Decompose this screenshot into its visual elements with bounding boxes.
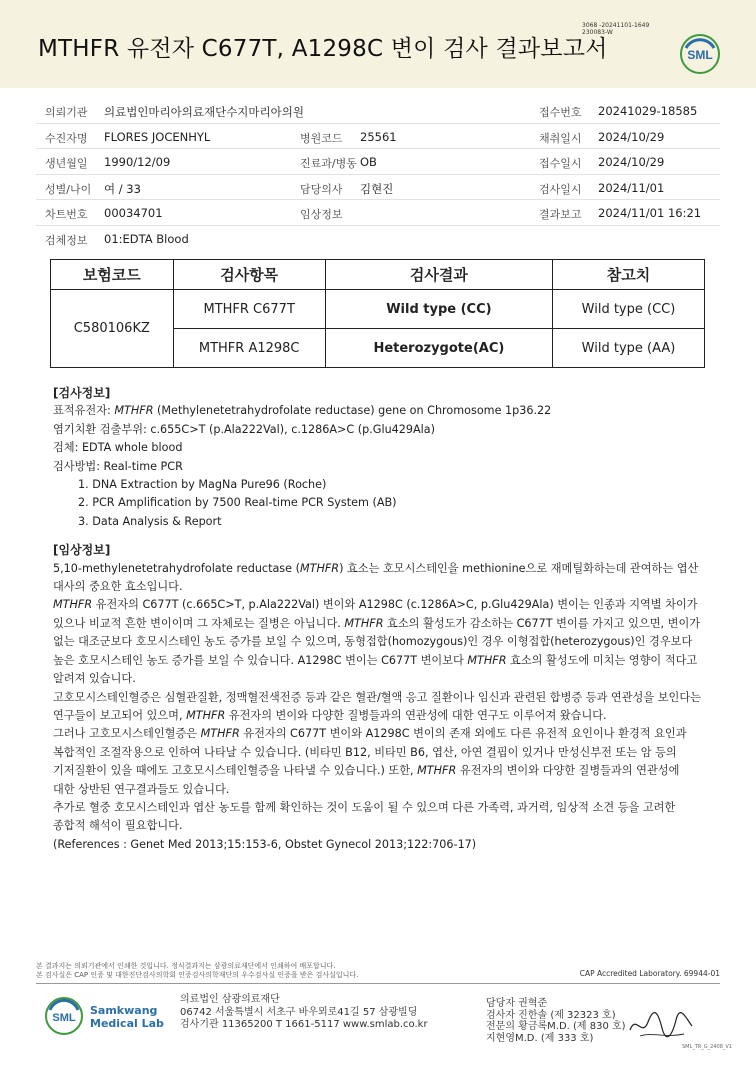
header-test-result: 검사결과 xyxy=(325,260,552,290)
test-result-cell: Wild type (CC) xyxy=(325,290,552,329)
address-line: 06742 서울특별시 서초구 바우뫼로41길 57 삼광빌딩 xyxy=(180,1006,418,1018)
info-label: 접수번호 xyxy=(539,106,582,119)
gene-name: MTHFR xyxy=(344,616,384,630)
info-value: 2024/10/29 xyxy=(598,129,665,144)
gene-name: MTHFR xyxy=(200,727,240,741)
method-step: 3. Data Analysis & Report xyxy=(78,514,222,528)
report-body xyxy=(53,384,723,854)
address-line: 검사기관 11365200 T 1661-5117 www.smlab.co.kr xyxy=(180,1019,428,1030)
brand-name-1: Samkwang xyxy=(90,1004,158,1017)
results-table xyxy=(50,259,705,368)
info-row xyxy=(36,124,720,150)
clinical-line xyxy=(53,652,723,670)
clinical-text: 5,10-methylenetetrahydrofolate reductase ( xyxy=(53,561,300,575)
results-header-row xyxy=(51,260,705,290)
method-step: 2. PCR Amplification by 7500 Real-time PCR System (AB) xyxy=(78,496,397,510)
info-label: 채취일시 xyxy=(539,131,582,145)
gene-name: MTHFR xyxy=(467,653,507,667)
clinical-line: 알려져 있습니다. xyxy=(53,672,136,686)
reference-cell: Wild type (AA) xyxy=(552,329,704,368)
table-row xyxy=(51,290,705,329)
footer-logo-text: SML xyxy=(52,1012,76,1024)
clinical-line xyxy=(53,762,723,780)
clinical-text: 유전자의 변이와 다양한 질병들과의 연관성에 대한 연구도 이루어져 왔습니다. xyxy=(225,708,607,722)
signatory-line: 담당자 권혁준 xyxy=(486,998,548,1009)
signatory-line: 지현영M.D. (제 333 호) xyxy=(486,1032,594,1044)
info-row xyxy=(36,98,720,124)
clinical-text: 기저질환이 있을 때에도 고호모시스테인혈증을 나타낼 수 있습니다.) 또한, xyxy=(53,764,418,778)
info-row xyxy=(36,226,720,251)
test-item-cell: MTHFR A1298C xyxy=(173,329,325,368)
footer-note-1: 본 결과지는 의뢰기관에서 인쇄한 것입니다. 정식결과지는 삼광의료재단에서 인쇄하여 배포합니다. xyxy=(36,962,336,970)
gene-name: MTHFR xyxy=(186,708,226,722)
info-value: 1990/12/09 xyxy=(104,155,171,169)
info-value: 김현진 xyxy=(360,181,394,196)
cap-accreditation: CAP Accredited Laboratory. 69944-01 xyxy=(579,969,720,978)
target-rest: (Methylenetetrahydrofolate reductase) gene on Chromosome 1p36.22 xyxy=(153,404,552,418)
info-label: 생년월일 xyxy=(45,157,88,170)
signatory-line: 전문의 황금록M.D. (제 830 호) xyxy=(486,1021,626,1032)
sml-logo-text: SML xyxy=(687,48,713,62)
clinical-line: 추가로 혈중 호모시스테인과 엽산 농도를 함께 확인하는 것이 도움이 될 수 있으며 다른 가족력, 과거력, 임상적 소견 등을 고려한 xyxy=(53,800,676,814)
clinical-line: 대사의 중요한 효소입니다. xyxy=(53,580,183,594)
clinical-text: ) 효소는 호모시스테인을 methionine으로 재메틸화하는데 관여하는 엽산 xyxy=(339,561,699,575)
info-label: 검사일시 xyxy=(539,182,582,196)
clinical-line: 복합적인 조절작용으로 인하여 나타날 수 있습니다. (비타민 B12, 비타민 B6, 엽산, 아연 결핍이 있거나 만성신부전 또는 암 등의 xyxy=(53,745,677,759)
signatory-line: 검사자 진한솔 (제 32323 호) xyxy=(486,1009,616,1021)
info-value: 의료법인마리아의료재단수지마리아의원 xyxy=(104,105,304,119)
footer-signatories xyxy=(486,998,626,1044)
clinical-line: 종합적 해석이 필요합니다. xyxy=(53,819,183,833)
report-header xyxy=(0,0,756,88)
clinical-line xyxy=(53,707,723,725)
sml-logo-icon xyxy=(680,34,720,74)
clinical-text: 유전자의 C677T 변이와 A1298C 변이의 존재 외에도 다른 유전적 요인이나 환경적 요인과 xyxy=(239,727,687,741)
clinical-text: 그러나 고호모시스테인혈증은 xyxy=(53,727,201,741)
insurance-code-cell: C580106KZ xyxy=(51,290,174,368)
clinical-line: 없는 대조군보다 호모시스테인 농도 증가를 보일 수 있으며, 동형접합(homozygous)인 경우 이형접합(heterozygous)인 경우보다 xyxy=(53,635,693,649)
clinical-text: 유전자의 변이와 다양한 질병들과의 연관성에 xyxy=(456,764,680,778)
info-value: FLORES JOCENHYL xyxy=(104,129,211,144)
sml-logo-icon xyxy=(44,996,84,1036)
gene-name: MTHFR xyxy=(53,598,93,612)
gene-name: MTHFR xyxy=(417,764,457,778)
info-value: OB xyxy=(360,155,377,169)
gene-name: MTHFR xyxy=(299,561,340,575)
patient-info xyxy=(36,98,720,250)
info-value: 01:EDTA Blood xyxy=(104,231,189,246)
info-label: 의뢰기관 xyxy=(45,106,88,119)
specimen-line: 검체: EDTA whole blood xyxy=(53,441,183,455)
clinical-text: 높은 호모시스테인 농도 증가를 보일 수 있습니다. A1298C 변이는 C677T 변이보다 xyxy=(53,653,468,667)
clinical-line xyxy=(53,560,723,578)
clinical-line xyxy=(53,596,723,614)
clinical-line xyxy=(53,725,723,743)
address-line: 의료법인 삼광의료재단 xyxy=(180,994,280,1005)
references: (References : Genet Med 2013;15:153-6, Obstet Gynecol 2013;122:706-17) xyxy=(53,837,477,851)
clinical-line xyxy=(53,615,723,633)
doc-id-line2: 230083-W xyxy=(582,29,613,36)
header-insurance-code: 보험코드 xyxy=(51,260,174,290)
detection-sites: 염기치환 검출부위: c.655C>T (p.Ala222Val), c.1286A>C (p.Glu429Ala) xyxy=(53,422,435,436)
test-result-cell: Heterozygote(AC) xyxy=(325,329,552,368)
info-label: 검체정보 xyxy=(45,233,88,247)
info-label: 진료과/병동 xyxy=(300,157,357,170)
info-label: 담당의사 xyxy=(300,182,343,196)
footer-notes xyxy=(36,962,720,980)
info-label: 접수일시 xyxy=(539,157,582,170)
info-row xyxy=(36,149,720,175)
info-value: 여 / 33 xyxy=(104,181,141,196)
info-value: 2024/11/01 xyxy=(598,180,665,195)
info-label: 결과보고 xyxy=(539,208,582,221)
target-gene: MTHFR xyxy=(114,404,154,418)
test-info-heading: [검사정보] xyxy=(53,386,111,400)
clinical-text: 연구들이 보고되어 있으며, xyxy=(53,708,187,722)
header-test-item: 검사항목 xyxy=(173,260,325,290)
clinical-info-heading: [임상정보] xyxy=(53,543,111,558)
method-step: 1. DNA Extraction by MagNa Pure96 (Roche) xyxy=(78,478,327,492)
footer-address xyxy=(180,994,428,1032)
info-label: 임상정보 xyxy=(300,208,343,221)
clinical-text: 있으나 비교적 흔한 변이이며 그 자체로는 질병은 아닙니다. xyxy=(53,616,345,630)
info-row xyxy=(36,175,720,201)
info-value: 2024/10/29 xyxy=(598,155,665,169)
info-value: 2024/11/01 16:21 xyxy=(598,206,702,220)
clinical-line: 대한 상반된 연구결과들도 있습니다. xyxy=(53,782,230,796)
target-prefix: 표적유전자: xyxy=(53,404,115,418)
info-value: 25561 xyxy=(360,129,397,144)
doc-id-line1: 3068 -20241101-1649 xyxy=(582,22,650,29)
info-value: 00034701 xyxy=(104,206,163,220)
info-label: 성별/나이 xyxy=(45,182,92,196)
handwritten-signature xyxy=(626,1008,696,1042)
page-title: MTHFR 유전자 C677T, A1298C 변이 검사 결과보고서 xyxy=(38,36,608,62)
info-value: 20241029-18585 xyxy=(598,104,698,118)
footer-note-2: 본 검사실은 CAP 인증 및 대한진단검사의학회 인증검사의학재단의 우수검사실 인증을 받은 검사실입니다. xyxy=(36,971,359,979)
clinical-line: 고호모시스테인혈증은 심혈관질환, 정맥혈전색전증 등과 같은 혈관/혈액 응고 질환이나 임신과 관련된 합병증 등과 연관성을 보인다는 xyxy=(53,690,701,704)
form-code: SML_TR_G_2408_V1 xyxy=(681,1044,732,1050)
info-label: 수진자명 xyxy=(45,131,88,145)
clinical-text: 효소의 활성도에 미치는 영향이 적다고 xyxy=(506,653,698,667)
clinical-text: 효소의 활성도가 감소하는 C677T 변이를 가지고 있으면, 변이가 xyxy=(383,616,701,630)
info-row xyxy=(36,200,720,226)
test-item-cell: MTHFR C677T xyxy=(173,290,325,329)
method-line: 검사방법: Real-time PCR xyxy=(53,459,183,473)
info-label: 병원코드 xyxy=(300,131,343,145)
target-gene-line xyxy=(53,402,723,420)
brand-name-2: Medical Lab xyxy=(90,1017,164,1030)
header-reference: 참고치 xyxy=(552,260,704,290)
clinical-text: 유전자의 C677T (c.665C>T, p.Ala222Val) 변이와 A1298C (c.1286A>C, p.Glu429Ala) 변이는 인종과 지역별 차이가 xyxy=(92,598,698,612)
reference-cell: Wild type (CC) xyxy=(552,290,704,329)
info-label: 차트번호 xyxy=(45,208,88,221)
footer-logo xyxy=(44,996,174,1036)
footer-divider xyxy=(36,983,720,984)
